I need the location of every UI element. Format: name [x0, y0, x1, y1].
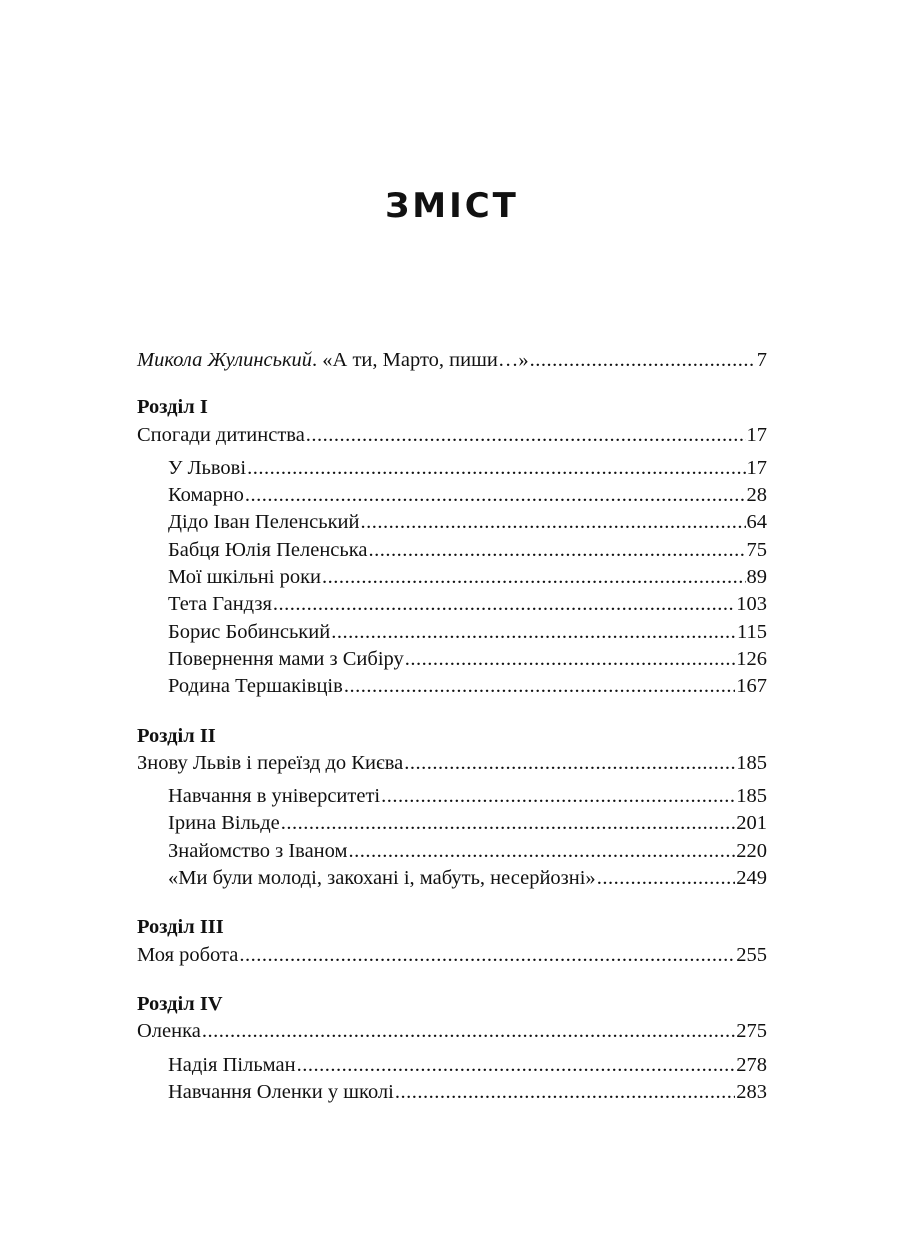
- toc-entry[interactable]: [137, 422, 767, 449]
- leader-dots: [360, 509, 745, 536]
- toc-subentry[interactable]: [137, 810, 767, 837]
- toc-entry[interactable]: [137, 750, 767, 777]
- entry-label: Оленка: [137, 1020, 201, 1043]
- leader-dots: [344, 673, 735, 700]
- leader-dots: [322, 564, 745, 591]
- leader-dots: [405, 646, 736, 673]
- toc-entry[interactable]: [137, 1018, 767, 1045]
- entry-label: Моя робота: [137, 943, 239, 966]
- intro-title: . «А ти, Марто, пиши…»: [312, 349, 529, 371]
- toc-subentry[interactable]: [137, 455, 767, 482]
- toc-subentry[interactable]: [137, 591, 767, 618]
- page-number: 64: [746, 511, 767, 534]
- page-number: 185: [736, 751, 767, 774]
- entry-label: Надія Пільман: [168, 1053, 296, 1076]
- toc-subentry[interactable]: [137, 838, 767, 865]
- toc-entry-intro: [137, 347, 767, 374]
- leader-dots: [297, 1052, 736, 1079]
- toc-subentry[interactable]: [137, 619, 767, 646]
- entry-label: Знову Львів і переїзд до Києва: [137, 751, 404, 774]
- page-number: 103: [736, 593, 767, 616]
- intro-author: Микола Жулинський: [137, 349, 313, 371]
- entry-label: Мої шкільні роки: [168, 566, 322, 589]
- page-number: 201: [736, 812, 767, 835]
- page-title: ЗМІСТ: [385, 186, 519, 226]
- toc-subentry[interactable]: [137, 783, 767, 810]
- page-number: 75: [746, 538, 767, 561]
- leader-dots: [404, 750, 735, 777]
- entry-label: Бабця Юлія Пеленська: [168, 538, 368, 561]
- page-number: 255: [736, 943, 767, 966]
- page-number: 220: [736, 839, 767, 862]
- toc-section: [137, 991, 767, 1106]
- leader-dots: [247, 455, 745, 482]
- entry-label: Навчання в університеті: [168, 785, 381, 808]
- leader-dots: [381, 783, 735, 810]
- section-heading: Розділ III: [137, 916, 224, 939]
- page-number: 283: [736, 1080, 767, 1103]
- page-number: 185: [736, 785, 767, 808]
- page-number: 17: [746, 423, 767, 446]
- entry-label: Навчання Оленки у школі: [168, 1080, 394, 1103]
- page-number: 275: [736, 1020, 767, 1043]
- leader-dots: [273, 591, 735, 618]
- entry-label: Дідо Іван Пеленський: [168, 511, 360, 534]
- toc-entry[interactable]: [137, 942, 767, 969]
- page-number: 249: [736, 867, 767, 890]
- entry-label: Ірина Вільде: [168, 812, 280, 835]
- entry-label: У Львові: [168, 456, 247, 479]
- page-number: 28: [746, 484, 767, 507]
- entry-label: Комарно: [168, 484, 244, 507]
- leader-dots: [306, 422, 746, 449]
- toc-section: [137, 394, 767, 700]
- entry-label: Спогади дитинства: [137, 423, 305, 446]
- leader-dots: [348, 838, 735, 865]
- leader-dots: [239, 942, 735, 969]
- toc-subentry[interactable]: [137, 482, 767, 509]
- toc-subentry[interactable]: [137, 537, 767, 564]
- leader-dots: [245, 482, 746, 509]
- entry-label: Знайомство з Іваном: [168, 839, 348, 862]
- leader-dots: [281, 810, 736, 837]
- toc-subentry[interactable]: [137, 646, 767, 673]
- page-number: 7: [756, 349, 767, 371]
- entry-label: Повернення мами з Сибіру: [168, 647, 404, 670]
- toc-section: [137, 914, 767, 969]
- leader-dots: [530, 347, 756, 374]
- section-heading: Розділ I: [137, 396, 208, 419]
- table-of-contents: [137, 347, 767, 1128]
- page-number: 115: [737, 620, 767, 643]
- page-number: 89: [746, 566, 767, 589]
- toc-subentry[interactable]: [137, 509, 767, 536]
- page-number: 278: [736, 1053, 767, 1076]
- page-number: 167: [736, 675, 767, 698]
- toc-subentry[interactable]: [137, 1052, 767, 1079]
- toc-subentry[interactable]: [137, 865, 767, 892]
- leader-dots: [597, 865, 736, 892]
- section-heading: Розділ IV: [137, 992, 223, 1015]
- toc-subentry[interactable]: [137, 673, 767, 700]
- entry-label: Борис Бобинський: [168, 620, 331, 643]
- entry-label: Тета Гандзя: [168, 593, 272, 616]
- entry-label: Родина Тершаківців: [168, 675, 343, 698]
- leader-dots: [202, 1018, 735, 1045]
- toc-section: [137, 723, 767, 893]
- page-number: 17: [746, 456, 767, 479]
- section-heading: Розділ II: [137, 724, 216, 747]
- entry-label: «Ми були молоді, закохані і, мабуть, несерйозні»: [168, 867, 596, 890]
- leader-dots: [395, 1079, 735, 1106]
- toc-subentry[interactable]: [137, 1079, 767, 1106]
- page-number: 126: [736, 647, 767, 670]
- toc-subentry[interactable]: [137, 564, 767, 591]
- leader-dots: [331, 619, 736, 646]
- leader-dots: [369, 537, 746, 564]
